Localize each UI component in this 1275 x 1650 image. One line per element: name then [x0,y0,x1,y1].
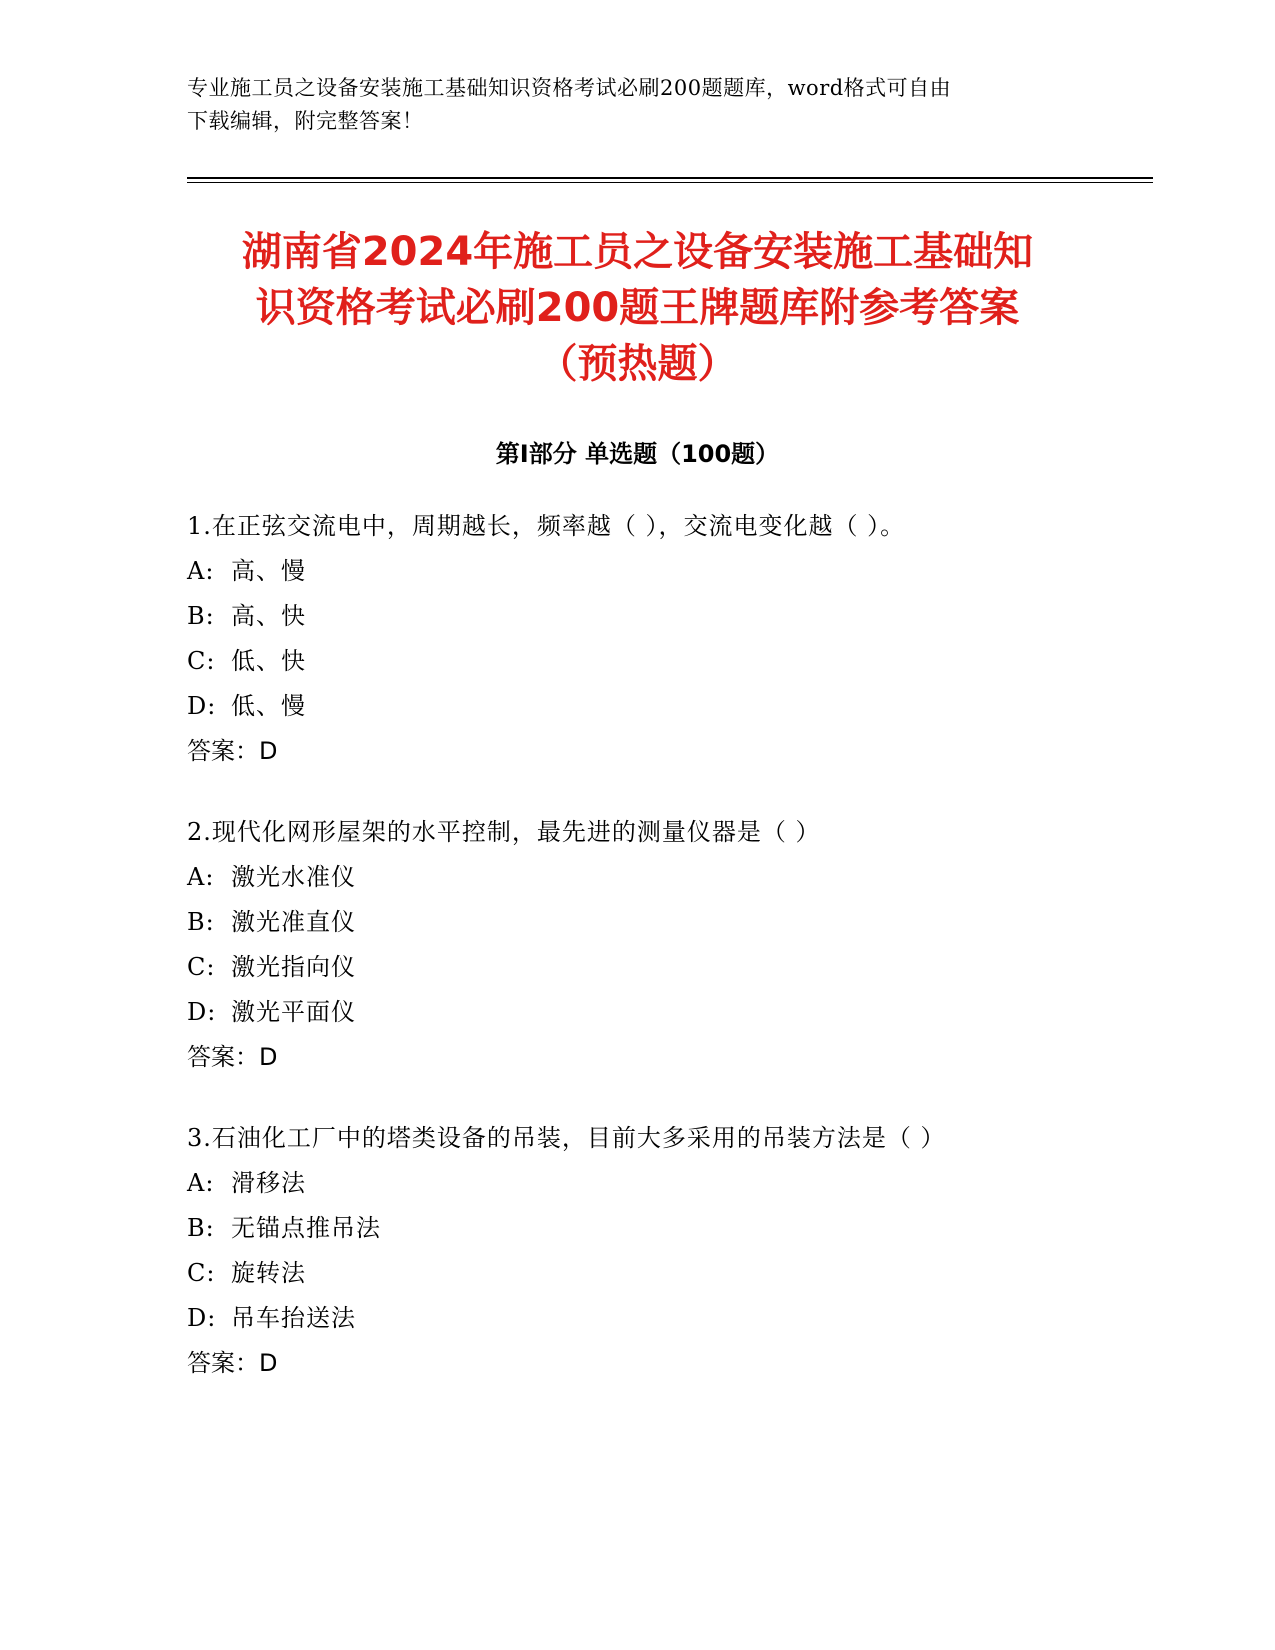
option-text: 激光准直仪 [231,908,356,936]
option-text: 无锚点推吊法 [231,1214,381,1242]
option-letter: C: [187,953,216,981]
header-divider-thin [187,182,1153,183]
question-answer: 答案：D [187,1349,278,1377]
option-letter: B: [187,602,215,630]
document-title-line3: （预热题） [537,341,738,387]
option-letter: B: [187,908,215,936]
header-note [187,72,1087,138]
question-option-a [187,1161,1107,1206]
question-option-c [187,945,1107,990]
question-option-d [187,1296,1107,1341]
question-option-b [187,1206,1107,1251]
header-divider-thick [187,177,1153,179]
option-text: 高、快 [231,602,306,630]
document-title [150,224,1125,392]
question-stem: 3.石油化工厂中的塔类设备的吊装，目前大多采用的吊装方法是（ ） [187,1124,946,1152]
option-text: 低、慢 [231,692,306,720]
document-title-line1: 湖南省2024年施工员之设备安装施工基础知 [241,229,1034,275]
option-letter: A: [187,863,215,891]
option-text: 激光指向仪 [231,953,356,981]
header-note-line1: 专业施工员之设备安装施工基础知识资格考试必刷200题题库，word格式可自由 [187,76,952,100]
question-block-3 [187,1116,1107,1386]
question-stem: 2.现代化网形屋架的水平控制，最先进的测量仪器是（ ） [187,818,821,846]
question-option-c [187,1251,1107,1296]
option-letter: A: [187,557,215,585]
question-option-c [187,639,1107,684]
question-block-2 [187,810,1107,1080]
question-option-a [187,549,1107,594]
option-letter: C: [187,647,216,675]
question-stem: 1.在正弦交流电中，周期越长，频率越（ ），交流电变化越（ ）。 [187,512,906,540]
option-text: 激光水准仪 [231,863,356,891]
option-letter: B: [187,1214,215,1242]
option-text: 旋转法 [231,1259,306,1287]
question-option-d [187,684,1107,729]
option-text: 滑移法 [231,1169,306,1197]
document-title-line2: 识资格考试必刷200题王牌题库附参考答案 [255,285,1020,331]
question-option-a [187,855,1107,900]
question-option-b [187,594,1107,639]
section-title: 第Ⅰ部分 单选题（100题） [495,440,780,468]
option-letter: D: [187,1304,217,1332]
option-letter: A: [187,1169,215,1197]
option-letter: C: [187,1259,216,1287]
question-answer: 答案：D [187,737,278,765]
option-text: 吊车抬送法 [231,1304,356,1332]
question-block-1 [187,504,1107,774]
option-text: 激光平面仪 [231,998,356,1026]
question-answer: 答案：D [187,1043,278,1071]
option-text: 高、慢 [231,557,306,585]
option-letter: D: [187,998,217,1026]
question-option-b [187,900,1107,945]
option-letter: D: [187,692,217,720]
option-text: 低、快 [231,647,306,675]
header-note-line2: 下载编辑，附完整答案！ [187,109,424,133]
question-option-d [187,990,1107,1035]
